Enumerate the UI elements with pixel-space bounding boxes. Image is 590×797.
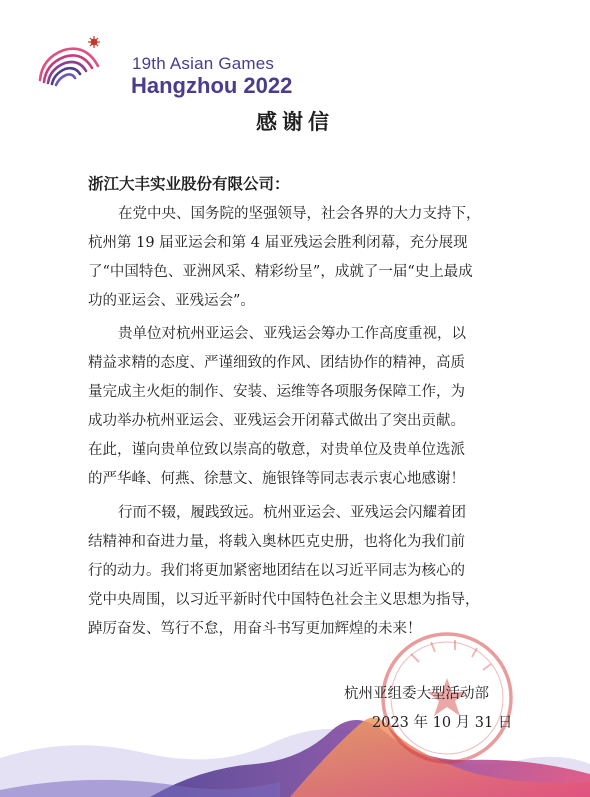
hangzhou-emblem-icon	[34, 36, 134, 106]
paragraph-line: 贵单位对杭州亚运会、亚残运会筹办工作高度重视，以	[118, 326, 466, 342]
paragraph-line: 的严华峰、何燕、徐慧文、施银锋等同志表示衷心地感谢！	[88, 471, 465, 487]
logo-text-line1: 19th Asian Games	[132, 54, 275, 73]
paragraph-2	[88, 320, 508, 494]
asian-games-logo	[34, 36, 304, 106]
recipient: 浙江大丰实业股份有限公司：	[88, 174, 290, 193]
logo-text-line2: Hangzhou 2022	[131, 73, 293, 98]
signer-organization: 杭州亚组委大型活动部	[344, 686, 489, 702]
paragraph-line: 党中央周围，以习近平新时代中国特色社会主义思想为指导，	[88, 592, 480, 608]
paragraph-line: 量完成主火炬的制作、安装、运维等各项服务保障工作，为	[88, 384, 465, 400]
paragraph-line: 成功举办杭州亚运会、亚残运会开闭幕式做出了突出贡献。	[88, 413, 465, 429]
paragraph-line: 在此，谨向贵单位致以崇高的敬意，对贵单位及贵单位选派	[88, 442, 465, 458]
paragraph-line: 在党中央、国务院的坚强领导，社会各界的大力支持下，	[118, 206, 481, 222]
paragraph-3	[88, 499, 508, 644]
paragraph-line: 行而不辍，履践致远。杭州亚运会、亚残运会闪耀着团	[118, 505, 466, 521]
letter-date: 2023 年 10 月 31 日	[372, 715, 513, 731]
paragraph-line: 功的亚运会、亚残运会”。	[88, 293, 255, 309]
paragraph-line: 了“中国特色、亚洲风采、精彩纷呈”，成就了一届“史上最成	[88, 264, 473, 280]
paragraph-line: 结精神和奋进力量，将载入奥林匹克史册，也将化为我们前	[88, 534, 465, 550]
paragraph-line: 行的动力。我们将更加紧密地团结在以习近平同志为核心的	[88, 563, 465, 579]
paragraph-1	[88, 200, 508, 316]
paragraph-line: 踔厉奋发、笃行不怠，用奋斗书写更加辉煌的未来！	[88, 621, 422, 637]
letter-title: 感谢信	[256, 109, 334, 134]
paragraph-line: 精益求精的态度、严谨细致的作风、团结协作的精神，高质	[88, 355, 465, 371]
paragraph-line: 杭州第 19 届亚运会和第 4 届亚残运会胜利闭幕，充分展现	[88, 235, 468, 251]
